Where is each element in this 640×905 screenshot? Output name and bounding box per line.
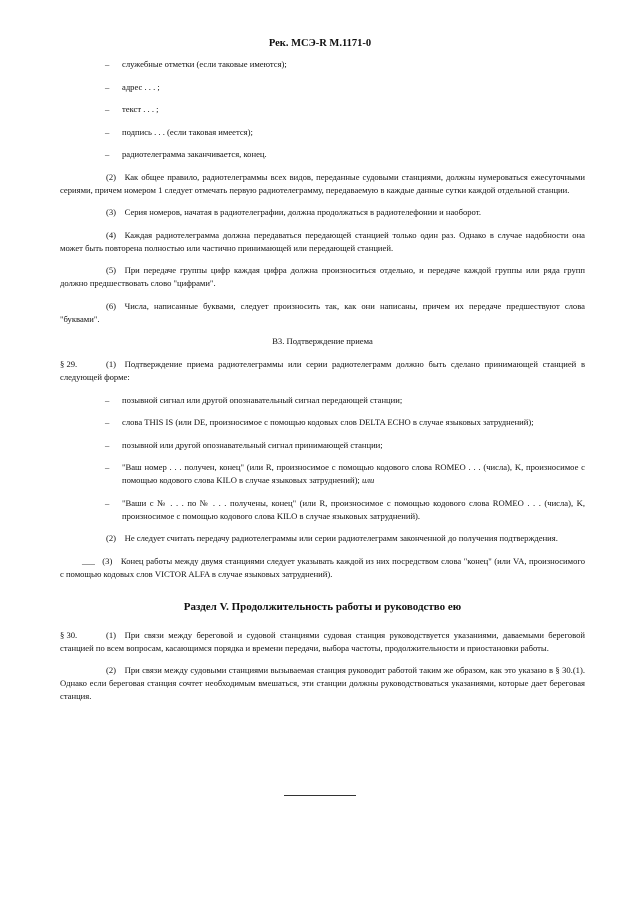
subsection-title: B3. Подтверждение приема bbox=[272, 336, 373, 346]
list-item bbox=[60, 439, 585, 452]
list-item bbox=[60, 103, 585, 116]
dash-bullet: – bbox=[105, 81, 110, 92]
list-item-text: подпись . . . (если таковая имеется); bbox=[122, 126, 253, 137]
paragraph-2: (2) Как общее правило, радиотелеграммы всех видов, переданные судовыми станциями, должны нумероваться ежесуточными сериями, причем номером 1 следует отмечать первую радиотелеграмму, передаваемую в каждые данные сутки каждой отдельной станции. bbox=[60, 171, 585, 195]
list-item bbox=[60, 416, 585, 429]
list-item bbox=[60, 126, 585, 139]
paragraph-text: (3) Конец работы между двумя станциями следует указывать каждой из них посредством слова "конец" (или VA, произносимого с помощью кодовых слов VICTOR ALFA в случае языковых затруднений). bbox=[60, 555, 585, 579]
paragraph-b2: (2) Не следует считать передачу радиотелеграммы или серии радиотелеграмм законченной до получения подтверждения. bbox=[106, 533, 558, 543]
paragraph-text: (1) Подтверждение приема радиотелеграммы или серии радиотелеграмм должно быть сделано принимающей станцией в следующей форме: bbox=[60, 359, 585, 382]
list-item-text: служебные отметки (если таковые имеются); bbox=[122, 59, 287, 69]
section-number: § 29. bbox=[60, 359, 78, 369]
paragraph-29 bbox=[60, 358, 585, 384]
list-item bbox=[60, 58, 585, 71]
dash-bullet: – bbox=[105, 394, 110, 405]
paragraph-30 bbox=[60, 629, 585, 655]
paragraph-5: (5) При передаче группы цифр каждая цифра должна произноситься отдельно, и передаче каждой группы или ряда групп должно предшествовать слово "цифрами". bbox=[60, 265, 585, 288]
section-number: § 30. bbox=[60, 629, 78, 640]
list-item-text: "Ваши с № . . . по № . . . получены, конец" (или R, произносимое с помощью кодового слова ROMEO . . . (числа), K, произносимое с помощью кодового слова KILO в случае языковых затруднений). bbox=[122, 497, 585, 521]
dash-bullet: – bbox=[105, 462, 110, 472]
paragraph-30-2: (2) При связи между судовыми станциями вызываемая станция руководит работой таким же образом, как это указано в § 30.(1). Однако если береговая станция сочтет необходимым вмешаться, эти станции должны руководствоваться указаниями, которые дает береговая станция. bbox=[60, 665, 585, 701]
dash-bullet: – bbox=[105, 439, 110, 450]
section-title: Раздел V. Продолжительность работы и руководство ею bbox=[183, 600, 462, 613]
document-body bbox=[60, 58, 585, 713]
paragraph-4: (4) Каждая радиотелеграмма должна передаваться передающей станцией только один раз. Однако в случае надобности она может быть повторена полностью или частично принимающей или передающей станцией. bbox=[60, 229, 585, 253]
dash-bullet: – bbox=[105, 126, 110, 137]
list-item-text: адрес . . . ; bbox=[122, 81, 160, 92]
list-item-text: позывной или другой опознавательный сигнал принимающей станции; bbox=[122, 439, 383, 450]
dash-bullet: – bbox=[105, 59, 110, 69]
dash-bullet: – bbox=[105, 104, 110, 114]
list-item-text: позывной сигнал или другой опознавательный сигнал передающей станции; bbox=[122, 394, 403, 405]
list-item bbox=[60, 461, 585, 487]
dash-bullet: – bbox=[105, 497, 110, 508]
list-item-text: текст . . . ; bbox=[122, 104, 159, 114]
paragraph-3: (3) Серия номеров, начатая в радиотелеграфии, должна продолжаться в радиотелефонии и наоборот. bbox=[106, 207, 481, 217]
revision-mark: ___ bbox=[82, 555, 95, 566]
page-header: Рек. МСЭ-R M.1171-0 bbox=[268, 38, 372, 49]
list-item-text: "Ваш номер . . . получен, конец" (или R, произносимое с помощью кодового слова ROMEO . . . (числа), K, произносимое с помощью кодового слова KILO в случае языковых затруднений); bbox=[122, 462, 585, 485]
paragraph-text: (1) При связи между береговой и судовой станциями судовая станция руководствуется указаниями, даваемыми береговой станцией по всем вопросам, касающимся порядка и времени передачи, выбора частоты, продолжительности и приостановки работы. bbox=[60, 629, 585, 653]
dash-bullet: – bbox=[105, 417, 110, 427]
or-word: или bbox=[361, 475, 375, 485]
list-item bbox=[60, 394, 585, 407]
list-item bbox=[60, 81, 585, 94]
list-item-text: слова THIS IS (или DE, произносимое с помощью кодовых слов DELTA ECHO в случае языковых затруднений); bbox=[122, 417, 534, 427]
paragraph-6: (6) Числа, написанные буквами, следует произносить так, как они написаны, причем их передаче предшествуют слова "буквами". bbox=[60, 300, 585, 324]
list-item bbox=[60, 497, 585, 523]
list-item-text: радиотелеграмма заканчивается, конец. bbox=[122, 149, 267, 159]
paragraph-b3 bbox=[60, 555, 585, 581]
end-rule bbox=[284, 795, 356, 796]
list-item bbox=[60, 148, 585, 161]
dash-bullet: – bbox=[105, 149, 110, 159]
